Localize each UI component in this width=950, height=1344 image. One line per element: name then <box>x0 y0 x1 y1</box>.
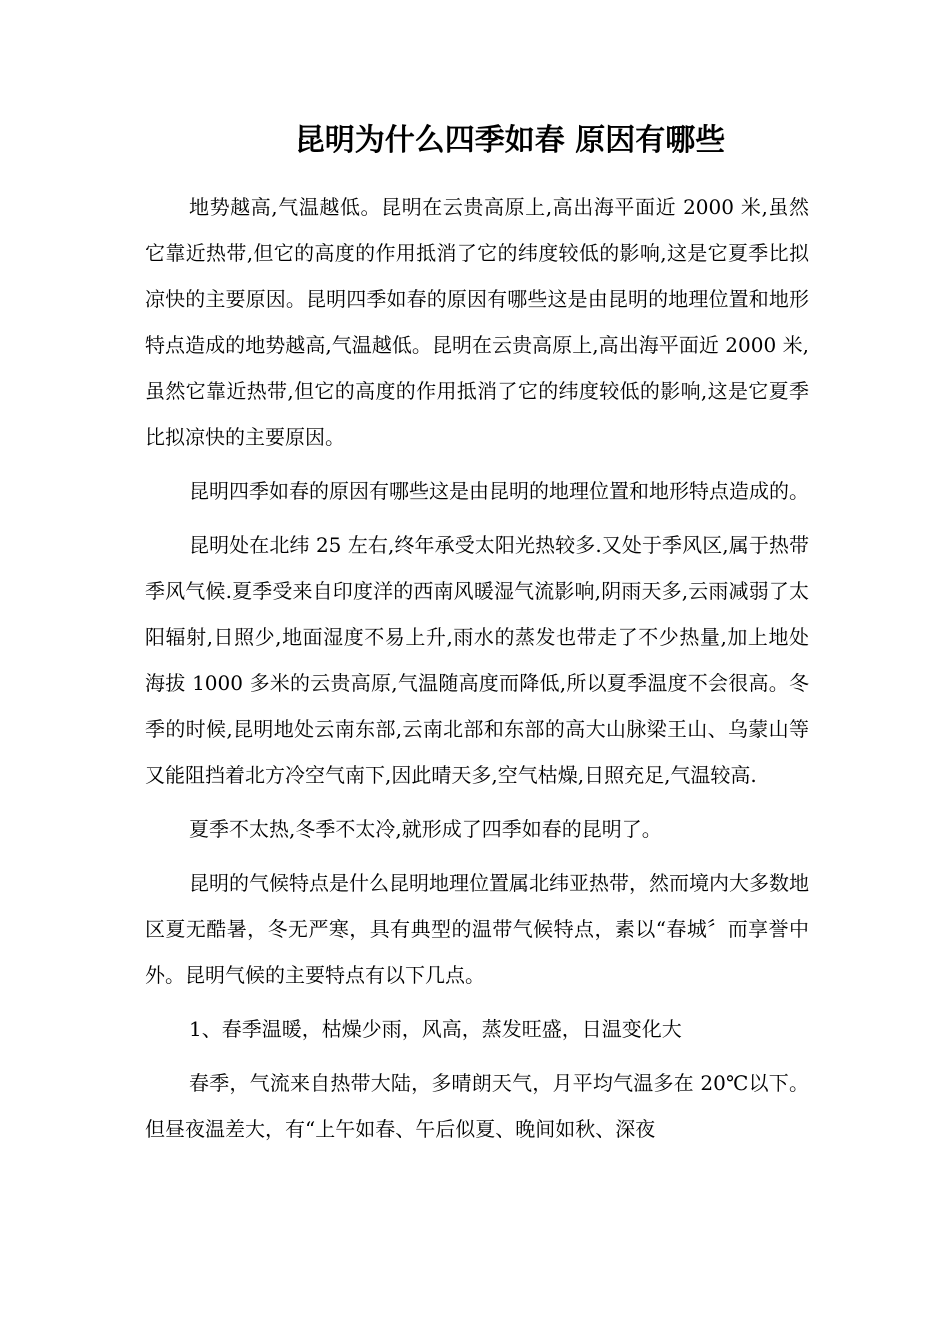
paragraph-2: 昆明四季如春的原因有哪些这是由昆明的地理位置和地形特点造成的。 <box>189 479 809 503</box>
paragraph-3: 昆明处在北纬 25 左右,终年承受太阳光热较多.又处于季风区,属于热带季风气候.夏季受来自印度洋的西南风暖湿气流影响,阴雨天多,云雨减弱了太阳辐射,日照少,地面湿度不易上升,雨水的蒸发也带走了不少热量,加上地处海拔 1000 多米的云贵高原,气温随高度而降低,所以夏季温度不会很高。冬季的时候,昆明地处云南东部,云南北部和东部的高大山脉梁王山、乌蒙山等又能阻挡着北方冷空气南下,因此晴天多,空气枯燥,日照充足,气温较高. <box>145 533 809 787</box>
document-title: 昆明为什么四季如春 原因有哪些 <box>294 123 726 158</box>
paragraph-1: 地势越高,气温越低。昆明在云贵高原上,高出海平面近 2000 米,虽然它靠近热带,但它的高度的作用抵消了它的纬度较低的影响,这是它夏季比拟凉快的主要原因。昆明四季如春的原因有哪些这是由昆明的地理位置和地形特点造成的地势越高,气温越低。昆明在云贵高原上,高出海平面近 2000 米,虽然它靠近热带,但它的高度的作用抵消了它的纬度较低的影响,这是它夏季比拟凉快的主要原因。 <box>145 195 809 449</box>
document-body <box>145 184 809 1160</box>
paragraph-4: 夏季不太热,冬季不太冷,就形成了四季如春的昆明了。 <box>189 817 662 841</box>
paragraph-6-list-item: 1、春季温暖，枯燥少雨，风高，蒸发旺盛，日温变化大 <box>189 1017 682 1041</box>
paragraph-5: 昆明的气候特点是什么昆明地理位置属北纬亚热带，然而境内大多数地区夏无酷暑，冬无严寒，具有典型的温带气候特点，素以“春城〞而享誉中外。昆明气候的主要特点有以下几点。 <box>145 871 809 987</box>
paragraph-7: 春季，气流来自热带大陆，多晴朗天气，月平均气温多在 20℃以下。但昼夜温差大，有“上午如春、午后似夏、晚间如秋、深夜 <box>145 1071 809 1141</box>
